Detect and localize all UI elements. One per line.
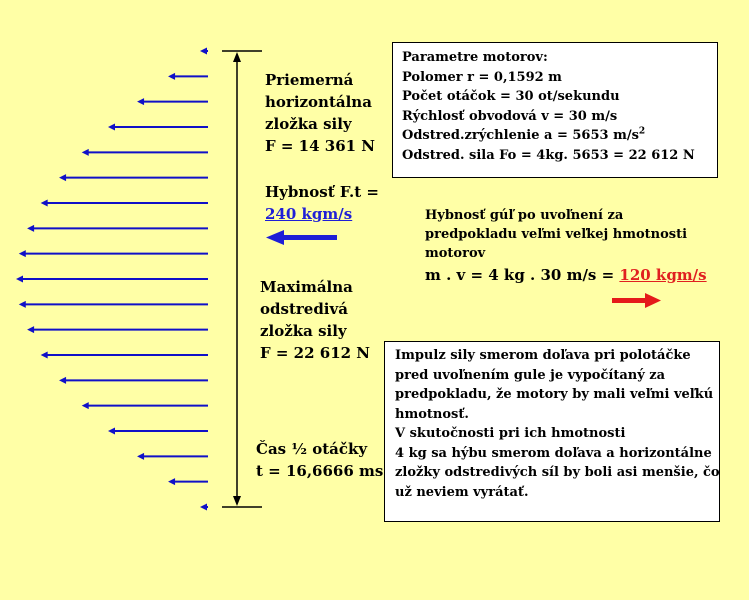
impulse-value: 240 kgm/s bbox=[265, 205, 353, 223]
force-arrow-icon bbox=[108, 428, 208, 435]
params-acceleration-text: Odstred.zrýchlenie a = 5653 m/s bbox=[402, 128, 639, 143]
max-force-line1: Maximálna bbox=[260, 278, 353, 296]
force-arrow-icon bbox=[59, 377, 208, 384]
note-line: zložky odstredivých síl by boli asi menšie, čo bbox=[395, 465, 720, 480]
ball-momentum-formula-text: m . v = 4 kg . 30 m/s = bbox=[425, 266, 620, 284]
note-line: predpokladu, že motory by mali veľmi veľkú bbox=[395, 387, 714, 402]
note-line: pred uvoľnením gule je vypočítaný za bbox=[395, 367, 666, 383]
params-acceleration-exponent: 2 bbox=[638, 126, 646, 137]
time-value: t = 16,6666 ms bbox=[256, 462, 384, 480]
force-arrow-icon bbox=[82, 402, 208, 409]
ball-momentum-text bbox=[425, 206, 687, 263]
params-title: Parametre motorov: bbox=[402, 50, 548, 65]
force-arrow-icon bbox=[137, 98, 208, 105]
force-arrow-icon bbox=[16, 276, 208, 283]
ball-momentum-line2: predpokladu veľmi veľkej hmotnosti bbox=[425, 227, 688, 242]
note-line: už neviem vyrátať. bbox=[395, 484, 529, 500]
force-arrow-icon bbox=[59, 174, 208, 181]
max-force-line2: odstredivá bbox=[260, 300, 348, 318]
force-arrow-icon bbox=[41, 352, 208, 359]
params-radius: Polomer r = 0,1592 m bbox=[402, 69, 562, 85]
time-line1: Čas ½ otáčky bbox=[256, 440, 368, 458]
force-arrow-icon bbox=[41, 200, 208, 207]
force-arrow-icon bbox=[19, 301, 208, 308]
force-arrow-icon bbox=[168, 73, 208, 80]
ball-momentum-line3: motorov bbox=[425, 246, 486, 261]
params-acceleration bbox=[402, 126, 717, 146]
impulse-label bbox=[265, 181, 379, 225]
ball-momentum-formula bbox=[425, 265, 707, 285]
max-force-value: F = 22 612 N bbox=[260, 344, 371, 362]
params-velocity: Rýchlosť obvodová v = 30 m/s bbox=[402, 108, 618, 124]
force-arrow-set bbox=[16, 48, 208, 511]
force-arrow-icon bbox=[27, 326, 208, 333]
ball-momentum-line1: Hybnosť gúľ po uvoľnení za bbox=[425, 208, 624, 223]
avg-force-value: F = 14 361 N bbox=[265, 137, 376, 155]
force-arrow-icon bbox=[200, 48, 208, 55]
force-arrow-icon bbox=[168, 478, 208, 485]
gula-arrow-icon bbox=[612, 293, 661, 308]
avg-force-line1: Priemerná bbox=[265, 71, 354, 89]
avg-force-line3: zložka sily bbox=[265, 115, 352, 133]
max-force-line3: zložka sily bbox=[260, 322, 347, 340]
note-line: 4 kg sa hýbu smerom doľava a horizontálne bbox=[395, 445, 712, 461]
impulse-line1: Hybnosť F.t = bbox=[265, 183, 379, 201]
note-box bbox=[384, 341, 720, 522]
force-arrow-icon bbox=[19, 250, 208, 257]
force-arrow-icon bbox=[200, 504, 208, 511]
force-arrow-icon bbox=[82, 149, 208, 156]
note-line: V skutočnosti pri ich hmotnosti bbox=[395, 426, 626, 441]
hybnost-arrow-icon bbox=[266, 230, 337, 245]
time-label bbox=[256, 438, 383, 482]
max-force-label bbox=[260, 276, 370, 364]
params-force: Odstred. sila Fo = 4kg. 5653 = 22 612 N bbox=[402, 147, 695, 163]
force-arrow-icon bbox=[137, 453, 208, 460]
params-box bbox=[392, 42, 718, 178]
note-line: Impulz sily smerom doľava pri polotáčke bbox=[395, 348, 691, 363]
force-arrow-icon bbox=[27, 225, 208, 232]
avg-force-label bbox=[265, 69, 375, 157]
ball-momentum-result: 120 kgm/s bbox=[619, 266, 707, 284]
params-rpm: Počet otáčok = 30 ot/sekundu bbox=[402, 89, 620, 104]
force-arrow-icon bbox=[108, 124, 208, 131]
avg-force-line2: horizontálna bbox=[265, 93, 372, 111]
note-line: hmotnosť. bbox=[395, 406, 469, 422]
